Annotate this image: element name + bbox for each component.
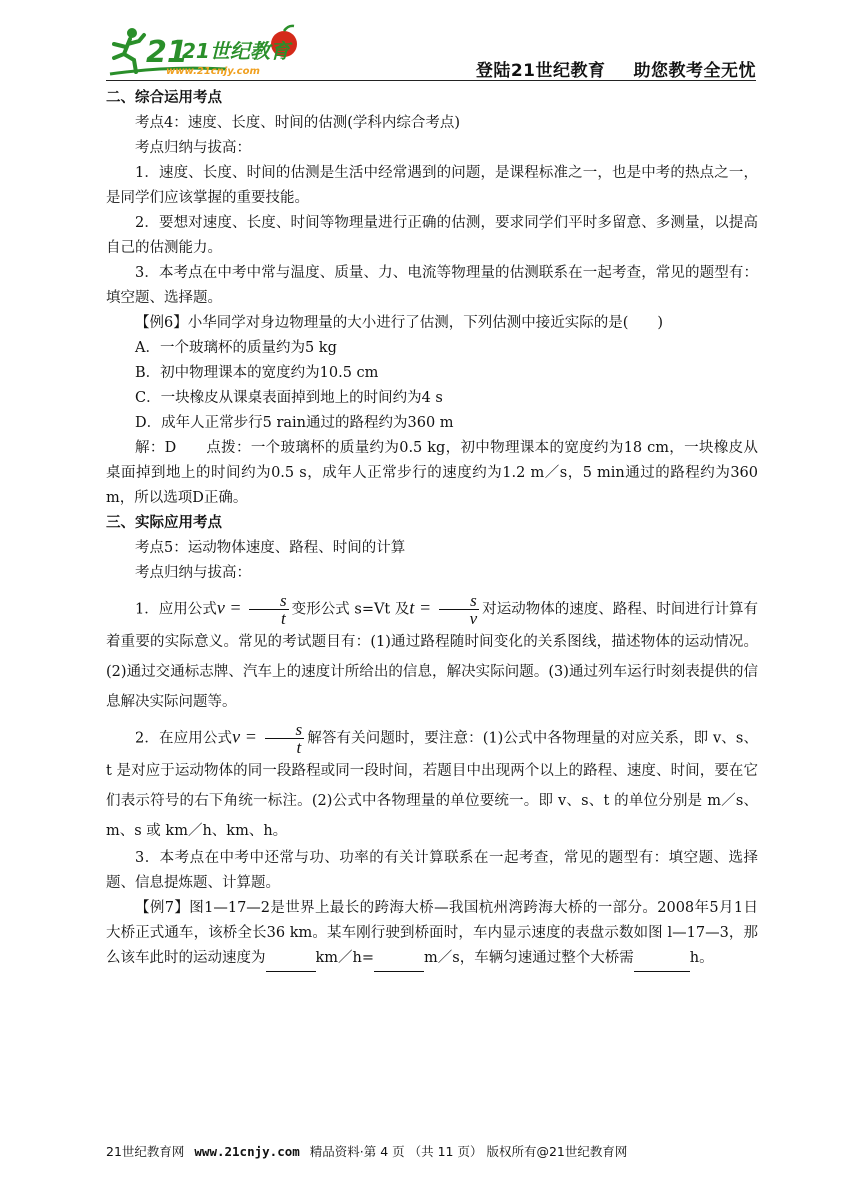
formula-var-v: v	[232, 726, 241, 747]
answer-blank[interactable]	[374, 946, 424, 972]
option-c: C．一块橡皮从课桌表面掉到地上的时间约为4 s	[135, 390, 443, 406]
option-b: B．初中物理课本的宽度约为10.5 cm	[135, 365, 379, 381]
header-slogan	[476, 56, 756, 81]
section-heading: 二、综合运用考点	[106, 90, 222, 106]
example-stem	[106, 896, 758, 972]
formula-fraction	[265, 721, 305, 756]
text-run: 对运动物体的速度、路程、时间进行计算有着重要的实际意义。常见的考试题目有：(1)通过路程随时间变化的关系图线，描述物体的运动情况。(2)通过交通标志牌、汽车上的速度计所给出的信息，解决实际问题。(3)通过列车运行时刻表提供的信息解决实际问题等。	[106, 601, 758, 710]
paragraph-formula-1	[106, 592, 758, 717]
formula-eq: =	[224, 597, 247, 618]
paragraph-formula-2	[106, 721, 758, 846]
frac-den: t	[280, 609, 286, 628]
frac-num: s	[439, 592, 480, 610]
slogan-left: 登陆21世纪教育	[475, 61, 606, 81]
page-header	[106, 22, 756, 82]
answer-blank[interactable]	[266, 946, 316, 972]
summary-label: 考点归纳与拔高：	[135, 140, 251, 156]
formula-eq: =	[240, 726, 262, 747]
text-run: 【例7】图1—17—2是世界上最长的跨海大桥—我国杭州湾跨海大桥的一部分。2008年5月1日大桥正式通车，该桥全长36 km。某车刚行驶到桥面时，车内显示速度的表盘示数如图 l—17—3，那么该车此时的运动速度为	[106, 900, 758, 966]
document-body	[106, 86, 758, 972]
example-solution: 解：D 点拨：一个玻璃杯的质量约为0.5 kg，初中物理课本的宽度约为18 cm，一块橡皮从桌面掉到地上的时间约为0.5 s，成年人正常步行的速度约为1.2 m／s，5 min通过的路程约为360 m，所以选项D正确。	[106, 440, 758, 506]
summary-label: 考点归纳与拔高：	[135, 565, 251, 581]
paragraph: 1．速度、长度、时间的估测是生活中经常遇到的问题，是课程标准之一，也是中考的热点之一，是同学们应该掌握的重要技能。	[106, 165, 758, 206]
paragraph: 3．本考点在中考中常与温度、质量、力、电流等物理量的估测联系在一起考查，常见的题型有：填空题、选择题。	[106, 265, 758, 306]
frac-den: v	[469, 609, 478, 628]
text-run: 1．应用公式	[135, 601, 217, 618]
svg-text:21世纪教育: 21世纪教育	[182, 39, 290, 63]
formula-fraction	[249, 592, 289, 627]
text-run: 变形公式 s=Vt 及	[291, 601, 410, 618]
example-stem: 【例6】小华同学对身边物理量的大小进行了估测，下列估测中接近实际的是( )	[135, 315, 664, 331]
page-footer	[106, 1142, 756, 1160]
exam-point: 考点4：速度、长度、时间的估测(学科内综合考点)	[135, 115, 461, 131]
formula-fraction	[439, 592, 480, 627]
answer-blank[interactable]	[634, 946, 690, 972]
footer-site: 21世纪教育网	[106, 1144, 185, 1159]
text-run: 解答有关问题时，要注意：(1)公式中各物理量的对应关系，即 v、s、t 是对应于运动物体的同一段路程或同一段时间，若题目中出现两个以上的路程、速度、时间，要在它们表示符号的右下角统一标注。(2)公式中各物理量的单位要统一。即 v、s、t 的单位分别是 m／s、m、s 或 km／h、km、h。	[106, 730, 758, 839]
text-run: m／s，车辆匀速通过整个大桥需	[424, 950, 634, 966]
formula-var-v: v	[216, 597, 225, 618]
text-run: h。	[689, 950, 714, 966]
paragraph: 3．本考点在中考中还常与功、功率的有关计算联系在一起考查，常见的题型有：填空题、选择题、信息提炼题、计算题。	[106, 850, 758, 891]
svg-text:21: 21	[146, 35, 188, 70]
option-d: D．成年人正常步行5 rain通过的路程约为360 m	[135, 415, 454, 431]
text-run: 2．在应用公式	[135, 730, 233, 747]
text-run: km／h=	[315, 950, 375, 966]
option-a: A．一个玻璃杯的质量约为5 kg	[135, 340, 337, 356]
frac-num: s	[265, 721, 305, 739]
paragraph: 2．要想对速度、长度、时间等物理量进行正确的估测，要求同学们平时多留意、多测量，以提高自己的估测能力。	[106, 215, 758, 256]
footer-url[interactable]: www.21cnjy.com	[194, 1144, 300, 1159]
section-heading: 三、实际应用考点	[106, 515, 222, 531]
footer-pagination: 精品资料·第 4 页 （共 11 页） 版权所有@21世纪教育网	[309, 1144, 628, 1159]
site-logo	[106, 22, 306, 80]
formula-var-t: t	[409, 597, 415, 618]
slogan-right: 助您教考全无忧	[633, 61, 756, 81]
frac-num: s	[249, 592, 289, 610]
formula-eq: =	[414, 597, 436, 618]
frac-den: t	[296, 738, 302, 757]
exam-point: 考点5：运动物体速度、路程、时间的计算	[135, 540, 406, 556]
header-divider	[106, 80, 756, 81]
svg-text:www.21cnjy.com: www.21cnjy.com	[166, 66, 260, 77]
